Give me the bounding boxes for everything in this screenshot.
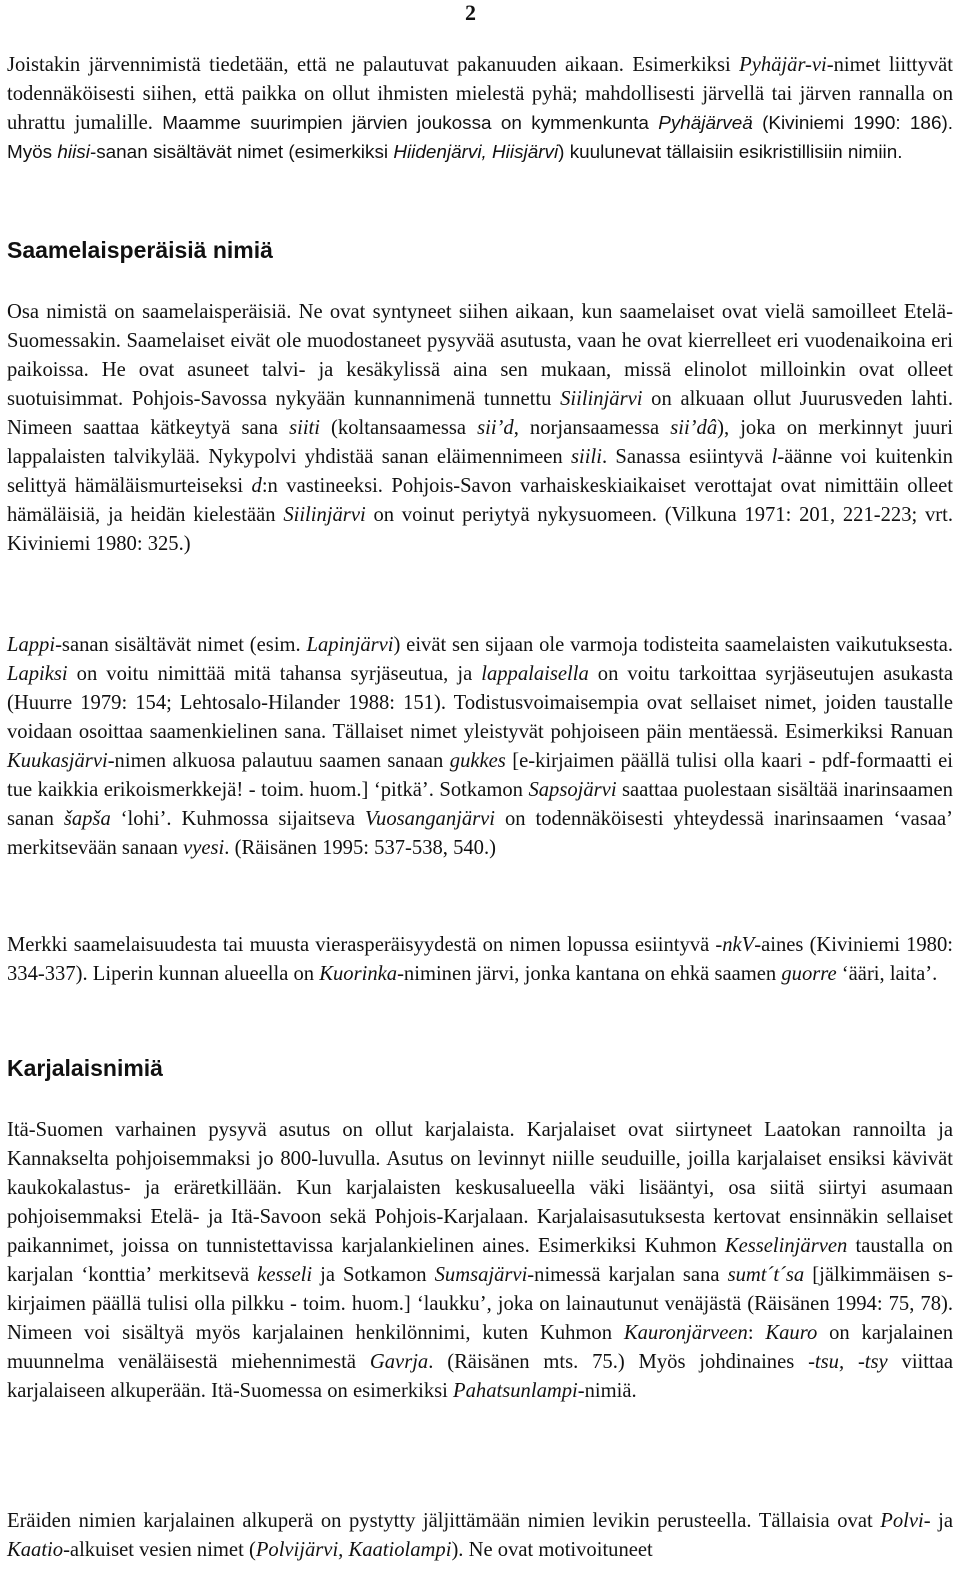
text-run: gukkes (449, 750, 506, 772)
text-run: Pyhäjärveä (658, 113, 753, 134)
text-run: Siilinjärvi (560, 388, 643, 410)
text-run: sumt´t´sa (727, 1264, 805, 1286)
paragraph-karelian-distribution (7, 1507, 953, 1565)
text-run: Siilinjärvi (283, 504, 366, 526)
text-run: Sumsajärvi (434, 1264, 528, 1286)
paragraph-lappi-names (7, 631, 953, 863)
text-run: vyesi (183, 837, 225, 859)
text-run: l (771, 446, 778, 468)
text-run: ‘lohi’. Kuhmossa sijaitseva (110, 808, 365, 830)
text-run: . Sanassa esiintyvä (601, 446, 772, 468)
text-run: Eräiden nimien karjalainen alkuperä on pystytty jäljittämään nimien levikin perusteella. Tällaisia ovat (7, 1510, 881, 1532)
text-run: -nimen alkuosa palautuu saamen sanaan (107, 750, 450, 772)
text-run: on todennäköisesti yhteydessä inarinsaamen ‘vasaa’ merkitsevään sanaan (7, 808, 953, 859)
text-run: hiisi (57, 142, 90, 163)
text-run: on voitu nimittää mitä tahansa syrjäseutua, ja (67, 663, 482, 685)
text-run: viittaa karjalaiseen alkuperään. Itä-Suomessa on esimerkiksi (7, 1351, 953, 1402)
text-run: ) eivät sen sijaan ole varmoja todisteita saamelaisten vaikutuksesta. (393, 634, 953, 656)
text-run: Kauro (765, 1322, 818, 1344)
text-run: siili (571, 446, 602, 468)
text-run: lappalaisella (481, 663, 589, 685)
text-run: -nimessä karjalan sana (527, 1264, 728, 1286)
text-run: kesseli (257, 1264, 313, 1286)
text-run: (koltansaamessa (320, 417, 478, 439)
text-run: Maamme suurimpien järvien joukossa on kymmenkunta (162, 113, 659, 134)
text-run: saattaa puolestaan sisältää inarinsaamen sanan (7, 779, 953, 830)
text-run: Lapiksi (7, 663, 68, 685)
text-run: -nkV (715, 934, 755, 956)
text-run: sii’dâ (670, 417, 718, 439)
text-run: Kaatio (7, 1539, 64, 1561)
text-run: -aines (Kiviniemi 1980: 334-337). Liperin kunnan alueella on (7, 934, 953, 985)
text-run: , norjansaamessa (513, 417, 671, 439)
text-run: Itä-Suomen varhainen pysyvä asutus on ollut karjalaista. Karjalaiset ovat siirtyneet Laatokan rannoilta ja Kannakselta pohjoisemmaksi jo 800-luvulla. Asutus on levinnyt niille seuduille, joilla karjalaiset ensiksi kävivät kaukokalastus- ja eräretkillään. Kun karjalaisten keskusalueella väki lisääntyi, osa siitä siirtyi asumaan pohjoisemmaksi Etelä- ja Itä-Savoon sekä Pohjois-Karjalaan. Karjalaisasutuksesta kertovat ensinnäkin sellaiset paikannimet, joissa on tunnistettavissa karjalankielinen aines. Esimerkiksi Kuhmon (7, 1119, 953, 1257)
text-run: Joistakin järvennimistä tiedetään, että ne palautuvat pakanuuden aikaan. Esimerkiksi (7, 54, 740, 76)
text-run: :n vastineeksi. Pohjois-Savon varhaiskeskiaikaiset verottajat ovat nimittäin olleet hämäläisiä, ja heidän kielestään (7, 475, 953, 526)
text-run: -alkuiset vesien nimet ( (63, 1539, 256, 1561)
text-run: Osa nimistä on saamelaisperäisiä. Ne ovat syntyneet siihen aikaan, kun saamelaiset ovat vielä samoilleet Etelä-Suomessakin. Saamelaiset eivät ole muodostaneet pysyvää asutusta, vaan he ovat kierrelleet eri vuodenaikoina eri paikoissa. He ovat asuneet talvi- ja kesäkylissä aina sen mukaan, missä elinolot milloinkin ovat olleet suotuisimmat. Pohjois-Savossa nykyään kunnannimenä tunnettu (7, 301, 953, 410)
text-run: -niminen järvi, jonka kantana on ehkä saamen (397, 963, 782, 985)
text-run: on voitu tarkoittaa syrjäseutujen asukasta (Huurre 1979: 154; Lehtosalo-Hilander 1988: 151). Todistusvoimaisempia ovat sellaiset nimet, joiden taustalle voidaan osoittaa saamenkielinen sana. Tällaiset nimet yleistyvät pohjoiseen päin mentäessä. Esimerkiksi Ranuan (7, 663, 953, 743)
text-run: -nimet liittyvät todennäköisesti siihen, että paikka on ollut ihmisten mielestä pyhä; mahdollisesti järvellä tai järven rannalla on uhrattu jumalille. (7, 54, 953, 134)
text-run: ja Sotkamon (312, 1264, 435, 1286)
text-run: Kuukasjärvi (7, 750, 108, 772)
text-run: sii’d (477, 417, 514, 439)
text-run: d (251, 475, 262, 497)
text-run: guorre (781, 963, 837, 985)
text-run: Kesselinjärven (724, 1235, 848, 1257)
text-run: Pahatsunlampi (453, 1380, 578, 1402)
page-number: 2 (465, 0, 476, 25)
text-run: [e-kirjaimen päällä tulisi olla kaari - pdf-formaatti ei tue kaikkia erikoismerkkejä! - toim. huom.] ‘pitkä’. Sotkamon (7, 750, 953, 801)
text-run: . (Räisänen 1995: 537-538, 540.) (224, 837, 496, 859)
text-run: : (747, 1322, 766, 1344)
text-run: -sanan sisältävät nimet (esim. (55, 634, 307, 656)
text-run: on karjalainen muunnelma venäläisestä miehennimestä (7, 1322, 954, 1373)
text-run: . (Räisänen mts. 75.) Myös johdinaines (428, 1351, 809, 1373)
section-heading-saame: Saamelaisperäisiä nimiä (7, 237, 273, 263)
text-run: -sanan sisältävät nimet (esimerkiksi (89, 142, 394, 163)
text-run: Lappi (7, 634, 56, 656)
text-run: ) kuulunevat tällaisiin esikristillisiin nimiin. (558, 142, 903, 163)
text-run: on alkuaan ollut Juurusveden lahti. Nimeen saattaa kätkeytyä sana (7, 388, 953, 439)
text-run: siiti (289, 417, 320, 439)
text-run: (Kiviniemi 1990: 186). Myös (7, 113, 953, 163)
text-run: Pyhäjär-vi (739, 54, 827, 76)
section-heading-karjala: Karjalaisnimiä (7, 1055, 163, 1081)
paragraph-nkv-suffix (7, 931, 953, 989)
text-run: Gavrja (369, 1351, 429, 1373)
text-run: -tsu, -tsy (808, 1351, 888, 1373)
paragraph-karelian-settlement (7, 1116, 953, 1406)
text-run: Merkki saamelaisuudesta tai muusta vierasperäisyydestä on nimen lopussa esiintyvä (7, 934, 716, 956)
text-run: Polvi (880, 1510, 924, 1532)
text-run: on voinut periytyä nykysuomeen. (Vilkuna 1971: 201, 221-223; vrt. Kiviniemi 1980: 325.) (7, 504, 954, 555)
text-run: Kauronjärveen (623, 1322, 748, 1344)
text-run: ), joka on merkinnyt juuri lappalaisten talvikylää. Nykypolvi yhdistää sanan eläimennimeen (7, 417, 953, 468)
text-run: Lapinjärvi (306, 634, 394, 656)
text-run: Sapsojärvi (528, 779, 617, 801)
text-run: ). Ne ovat motivoituneet (451, 1539, 653, 1561)
text-run: Vuosanganjärvi (364, 808, 496, 830)
text-run: taustalla on karjalan ‘konttia’ merkitsevä (7, 1235, 953, 1286)
text-run: - ja (923, 1510, 954, 1532)
text-run: ‘ääri, laita’. (836, 963, 938, 985)
text-run: Hiidenjärvi, Hiisjärvi (393, 142, 559, 163)
paragraph-saame-origin (7, 298, 953, 559)
text-run: [jälkimmäisen s-kirjaimen päällä tulisi olla pilkku - toim. huom.] ‘laukku’, joka on lainautunut venäjästä (Räisänen 1994: 75, 78). Nimeen voi sisältyä myös karjalainen henkilönnimi, kuten Kuhmon (7, 1264, 953, 1344)
paragraph-pagan-names (7, 51, 953, 167)
text-run: Kuorinka (319, 963, 398, 985)
text-run: -äänne voi kuitenkin selittyä hämäläismurteiseksi (7, 446, 953, 497)
text-run: šapša (63, 808, 111, 830)
text-run: Polvijärvi, Kaatiolampi (255, 1539, 452, 1561)
text-run: -nimiä. (577, 1380, 637, 1402)
